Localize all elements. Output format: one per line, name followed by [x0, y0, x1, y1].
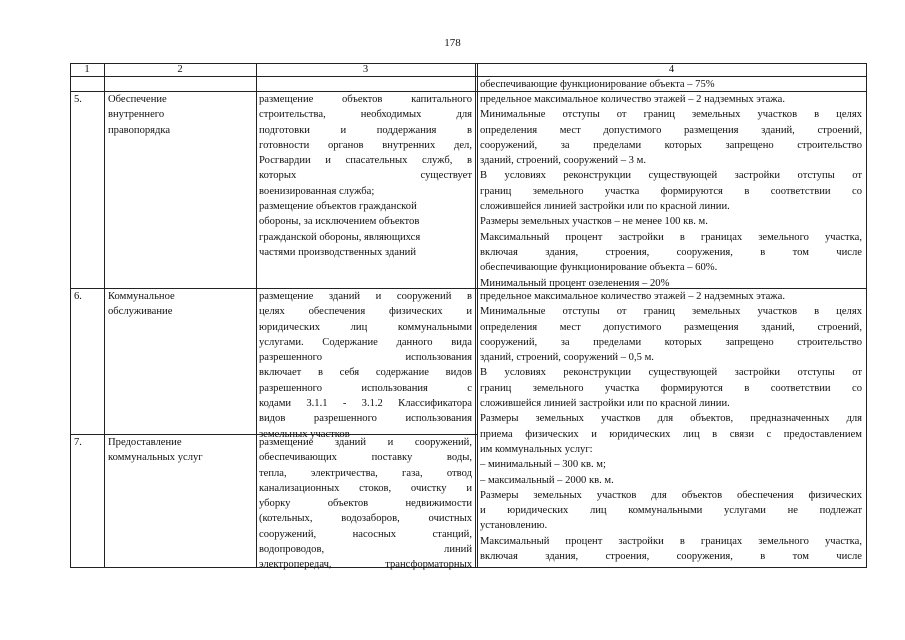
text-line: Минимальный процент озеленения – 20% [480, 277, 670, 289]
table-rule [70, 63, 71, 567]
text-line: готовности органов внутренних дел, [259, 139, 472, 151]
row-7-number [74, 435, 82, 450]
column-header-3: 3 [362, 64, 369, 75]
row-6-description [259, 289, 472, 442]
table-rule [866, 63, 867, 567]
text-line: строительства, необходимых для [259, 109, 472, 121]
column-header-2: 2 [177, 64, 183, 75]
row-number: 5. [74, 94, 82, 105]
text-line: правопорядка [108, 124, 171, 136]
text-line: размещение объектов гражданской [259, 201, 417, 213]
text-line: и юридических лиц коммунальными услугами не подлежат [480, 505, 862, 517]
text-line: Размеры земельных участков – не менее 100 кв. м. [480, 216, 708, 228]
table-rule [256, 63, 257, 567]
text-line: гражданской обороны, являющихся [259, 231, 421, 243]
text-line: сложившейся линией застройки или по красной линии. [480, 398, 730, 410]
text-line: определения мест допустимого размещения зданий, строений, [480, 321, 862, 333]
text-line: предельное максимальное количество этажей – 2 надземных этажа. [480, 94, 785, 105]
text-line: Минимальные отступы от границ земельных участков в целях [480, 109, 862, 121]
text-line: В условиях реконструкции существующей застройки отступы от [480, 367, 862, 379]
text-line: зданий, строений, сооружений – 0,5 м. [480, 352, 654, 364]
text-line: размещение зданий и сооружений в [259, 291, 472, 302]
text-line: зданий, строений, сооружений – 3 м. [480, 155, 646, 167]
text-line: электропередач, трансформаторных [259, 559, 472, 571]
text-line: Максимальный процент застройки в границах земельного участка, [480, 231, 862, 243]
text-line: сложившейся линией застройки или по красной линии. [480, 201, 730, 213]
row-number: 7. [74, 437, 82, 448]
row-5-name [108, 92, 254, 138]
page-number: 178 [444, 37, 461, 49]
row-7-name [108, 435, 254, 466]
text-line: уборку объектов недвижимости [259, 498, 472, 510]
text-line: сооружений, насосных станций, [259, 528, 472, 540]
text-line: сооружений, за пределами которых запрещено строительство [480, 139, 862, 151]
text-line: внутреннего [108, 109, 165, 121]
text-line: Росгвардии и спасательных служб, в [259, 155, 472, 167]
text-line: Обеспечение [108, 94, 167, 105]
text-line: обороны, за исключением объектов [259, 216, 420, 228]
text-line: Коммунальное [108, 291, 175, 302]
text-line: Минимальные отступы от границ земельных участков в целях [480, 306, 862, 318]
text-line: размещение зданий и сооружений, [259, 437, 472, 448]
row-6-name [108, 289, 254, 320]
text-line: коммунальных услуг [108, 452, 203, 464]
text-line: земельных участков [259, 428, 350, 440]
text-line: обслуживание [108, 306, 173, 318]
text-line: водопроводов, линий [259, 544, 472, 556]
land-use-table [70, 63, 867, 571]
text-line: границ земельного участка формируются в соответствии со [480, 185, 862, 197]
text-line: приема физических и юридических лиц в связи с предоставлением [480, 428, 862, 440]
column-header-4: 4 [668, 64, 675, 75]
text-line: тепла, электричества, газа, отвод [259, 467, 472, 479]
text-line: кодами 3.1.1 - 3.1.2 Классификатора [259, 398, 472, 410]
text-line: Размеры земельных участков для объектов, предназначенных для [480, 413, 862, 425]
text-line: которых существует [259, 170, 472, 182]
text-line: включает в себя содержание видов [259, 367, 472, 379]
table-rule [104, 63, 105, 567]
list-item: – максимальный – 2000 кв. м. [480, 474, 614, 486]
row-7-description [259, 435, 472, 573]
text-line: включая здания, строения, сооружения, в том числе [480, 246, 862, 258]
text-line: включая здания, строения, сооружения, в том числе [480, 551, 862, 563]
text-line: установлению. [480, 520, 548, 532]
text-line: Размеры земельных участков для объектов обеспечения физических [480, 489, 862, 501]
row-number: 6. [74, 291, 82, 302]
text-line: Предоставление [108, 437, 182, 448]
text-line: обеспечивающие функционирование объекта – 60%. [480, 262, 718, 274]
text-line: частями производственных зданий [259, 246, 417, 258]
row-5-description [259, 92, 472, 260]
text-line: обеспечивающие функционирование объекта – 75% [480, 79, 715, 90]
text-line: обеспечивающих поставку воды, [259, 452, 472, 464]
text-line: сооружений, за пределами которых запрещено строительство [480, 336, 862, 348]
text-line: определения мест допустимого размещения зданий, строений, [480, 124, 862, 136]
row-5-parameters [480, 92, 862, 291]
text-line: видов разрешенного использования [259, 413, 472, 425]
text-line: В условиях реконструкции существующей застройки отступы от [480, 170, 862, 182]
text-line: размещение объектов капитального [259, 94, 472, 105]
column-header-1: 1 [84, 64, 90, 75]
text-line: канализационных стоков, очистку и [259, 482, 472, 494]
row-6-number [74, 289, 82, 304]
text-line: границ земельного участка формируются в соответствии со [480, 382, 862, 394]
text-line: услугами. Содержание данного вида [259, 336, 472, 348]
row-6-parameters [480, 289, 862, 564]
list-item: – минимальный – 300 кв. м; [480, 459, 606, 471]
text-line: разрешенного использования [259, 352, 472, 364]
table-rule [475, 63, 476, 567]
text-line: подготовки и поддержания в [259, 124, 472, 136]
text-line: военизированная служба; [259, 185, 375, 197]
text-line: юридических лиц коммунальными [259, 321, 472, 333]
continuation-text [480, 77, 862, 92]
text-line: Максимальный процент застройки в границах земельного участка, [480, 535, 862, 547]
text-line: (котельных, водозаборов, очистных [259, 513, 472, 525]
row-5-number [74, 92, 82, 107]
text-line: им коммунальных услуг: [480, 443, 593, 455]
text-line: целях обеспечения физических и [259, 306, 472, 318]
text-line: предельное максимальное количество этажей – 2 надземных этажа. [480, 291, 785, 302]
text-line: разрешенного использования с [259, 382, 472, 394]
table-rule [477, 63, 478, 567]
